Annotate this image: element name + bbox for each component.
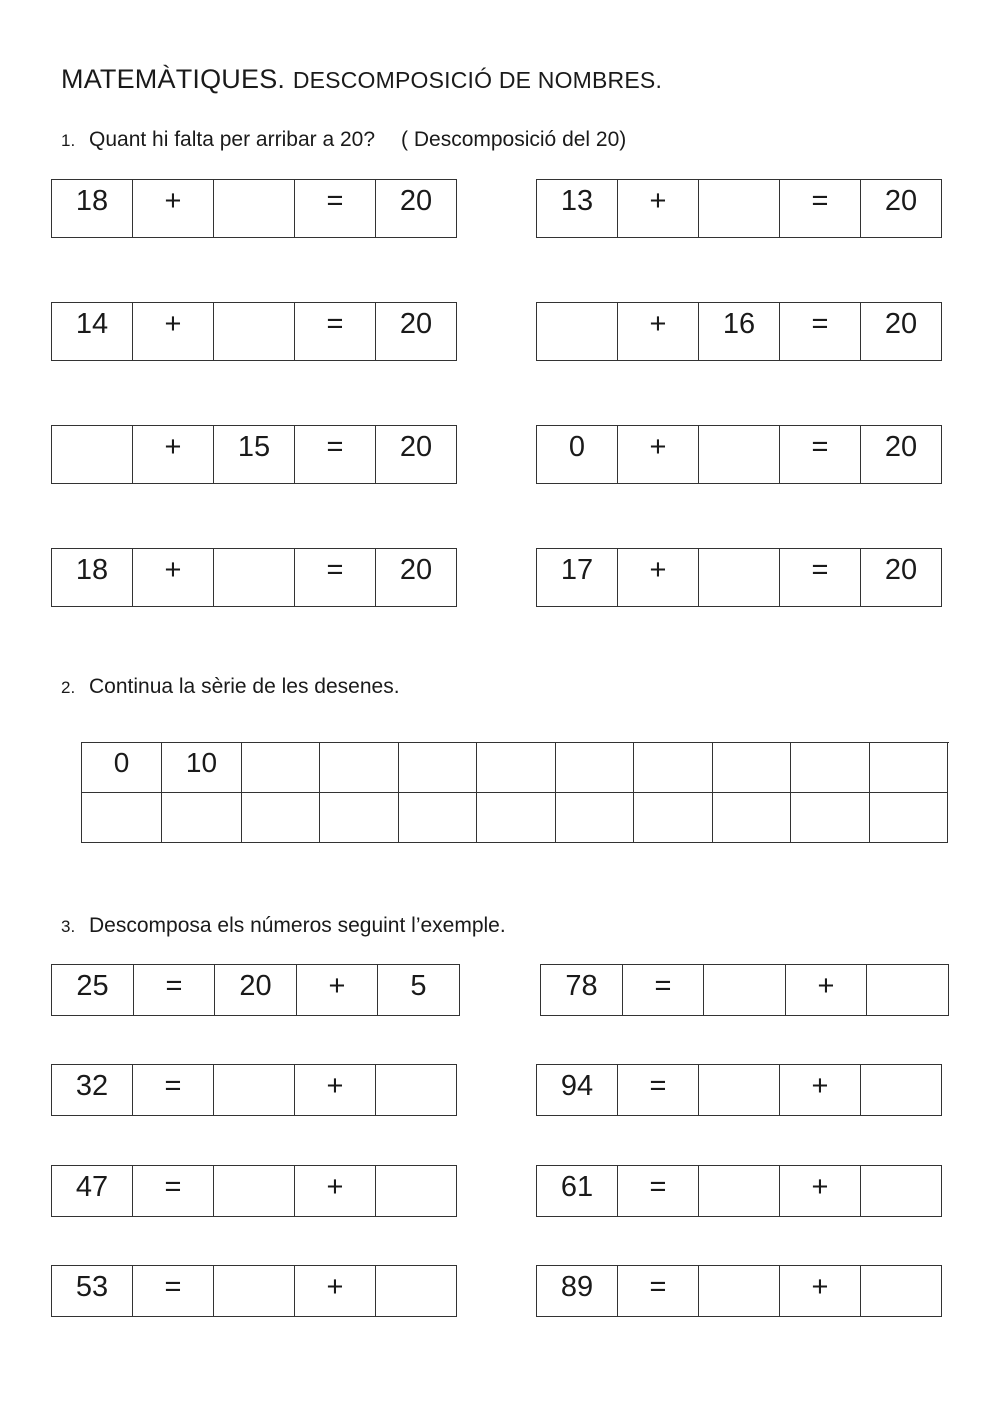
question-1-number: 1. [61,131,76,150]
series-answer-box[interactable] [791,743,870,793]
series-answer-box[interactable] [713,793,791,843]
series-answer-box[interactable] [162,793,242,843]
value-cell: = [295,180,376,238]
series-answer-box[interactable] [320,743,399,793]
series-answer-box[interactable] [791,793,870,843]
value-cell: + [295,1065,376,1116]
equation-row [536,302,942,361]
value-cell: = [780,303,861,361]
series-value-cell: 10 [162,743,242,793]
value-cell: 78 [541,965,623,1016]
value-cell: 32 [52,1065,133,1116]
title-sub: DESCOMPOSICIÓ DE NOMBRES. [292,67,663,93]
value-cell: 14 [52,303,133,361]
answer-box[interactable] [861,1166,942,1217]
series-answer-box[interactable] [242,793,320,843]
decomposition-row [536,1165,942,1217]
series-answer-box[interactable] [556,743,634,793]
equation-row [536,179,942,238]
answer-box[interactable] [699,1065,780,1116]
value-cell: 20 [215,965,297,1016]
series-answer-box[interactable] [713,743,791,793]
value-cell: = [618,1065,699,1116]
value-cell: + [295,1266,376,1317]
value-cell: + [295,1166,376,1217]
value-cell: 47 [52,1166,133,1217]
equation-row [536,548,942,607]
value-cell: 20 [376,549,457,607]
question-2 [61,675,400,699]
value-cell: = [780,549,861,607]
answer-box[interactable] [214,549,295,607]
series-answer-box[interactable] [870,793,948,843]
series-answer-box[interactable] [477,743,556,793]
question-1-text: Quant hi falta per arribar a 20? [89,128,376,151]
value-cell: + [133,426,214,484]
answer-box[interactable] [52,426,133,484]
value-cell: 25 [52,965,134,1016]
value-cell: 16 [699,303,780,361]
equation-row [51,179,457,238]
value-cell: 20 [376,426,457,484]
answer-box[interactable] [376,1065,457,1116]
series-answer-box[interactable] [556,793,634,843]
value-cell: 18 [52,549,133,607]
value-cell: = [295,303,376,361]
value-cell: 20 [376,180,457,238]
value-cell: + [618,426,699,484]
value-cell: + [133,303,214,361]
series-answer-box[interactable] [320,793,399,843]
value-cell: = [133,1166,214,1217]
value-cell: + [133,549,214,607]
value-cell: + [618,303,699,361]
answer-box[interactable] [699,549,780,607]
answer-box[interactable] [699,180,780,238]
value-cell: 18 [52,180,133,238]
series-value-cell: 0 [82,743,162,793]
decomposition-row [51,964,460,1016]
answer-box[interactable] [867,965,949,1016]
answer-box[interactable] [214,303,295,361]
equation-row [51,425,457,484]
value-cell: + [618,180,699,238]
answer-box[interactable] [537,303,618,361]
value-cell: = [618,1166,699,1217]
series-answer-box[interactable] [634,743,713,793]
value-cell: + [786,965,867,1016]
value-cell: = [133,1065,214,1116]
value-cell: + [780,1166,861,1217]
value-cell: = [780,426,861,484]
value-cell: 20 [861,180,942,238]
series-answer-box[interactable] [477,793,556,843]
answer-box[interactable] [699,426,780,484]
decomposition-row [540,964,949,1016]
page-title [61,64,662,95]
tens-series-grid [81,742,949,843]
question-3-number: 3. [61,917,76,936]
value-cell: 5 [378,965,460,1016]
answer-box[interactable] [214,180,295,238]
answer-box[interactable] [861,1266,942,1317]
equation-row [51,302,457,361]
series-answer-box[interactable] [870,743,948,793]
series-answer-box[interactable] [82,793,162,843]
decomposition-row [536,1064,942,1116]
title-main: MATEMÀTIQUES. [61,64,286,94]
value-cell: + [780,1266,861,1317]
value-cell: = [780,180,861,238]
answer-box[interactable] [376,1166,457,1217]
value-cell: = [134,965,215,1016]
value-cell: = [295,426,376,484]
question-3-text: Descomposa els números seguint l’exemple. [89,914,506,937]
value-cell: 15 [214,426,295,484]
question-1 [61,128,626,152]
decomposition-row [51,1265,457,1317]
answer-box[interactable] [214,1266,295,1317]
question-2-number: 2. [61,678,76,697]
value-cell: = [623,965,704,1016]
value-cell: 89 [537,1266,618,1317]
value-cell: = [295,549,376,607]
equation-row [51,548,457,607]
value-cell: + [780,1065,861,1116]
answer-box[interactable] [214,1065,295,1116]
answer-box[interactable] [861,1065,942,1116]
value-cell: 61 [537,1166,618,1217]
value-cell: 20 [861,426,942,484]
series-answer-box[interactable] [634,793,713,843]
value-cell: + [133,180,214,238]
value-cell: + [297,965,378,1016]
decomposition-row [51,1064,457,1116]
value-cell: 20 [861,549,942,607]
question-2-text: Continua la sèrie de les desenes. [89,675,400,698]
value-cell: = [133,1266,214,1317]
answer-box[interactable] [699,1166,780,1217]
equation-row [536,425,942,484]
answer-box[interactable] [376,1266,457,1317]
value-cell: 94 [537,1065,618,1116]
value-cell: 20 [861,303,942,361]
series-answer-box[interactable] [242,743,320,793]
value-cell: 13 [537,180,618,238]
answer-box[interactable] [699,1266,780,1317]
value-cell: 0 [537,426,618,484]
value-cell: = [618,1266,699,1317]
decomposition-row [536,1265,942,1317]
value-cell: 20 [376,303,457,361]
decomposition-row [51,1165,457,1217]
answer-box[interactable] [704,965,786,1016]
value-cell: 17 [537,549,618,607]
question-1-note: ( Descomposició del 20) [401,128,627,151]
value-cell: + [618,549,699,607]
value-cell: 53 [52,1266,133,1317]
answer-box[interactable] [214,1166,295,1217]
series-answer-box[interactable] [399,743,477,793]
series-answer-box[interactable] [399,793,477,843]
question-3 [61,914,506,938]
